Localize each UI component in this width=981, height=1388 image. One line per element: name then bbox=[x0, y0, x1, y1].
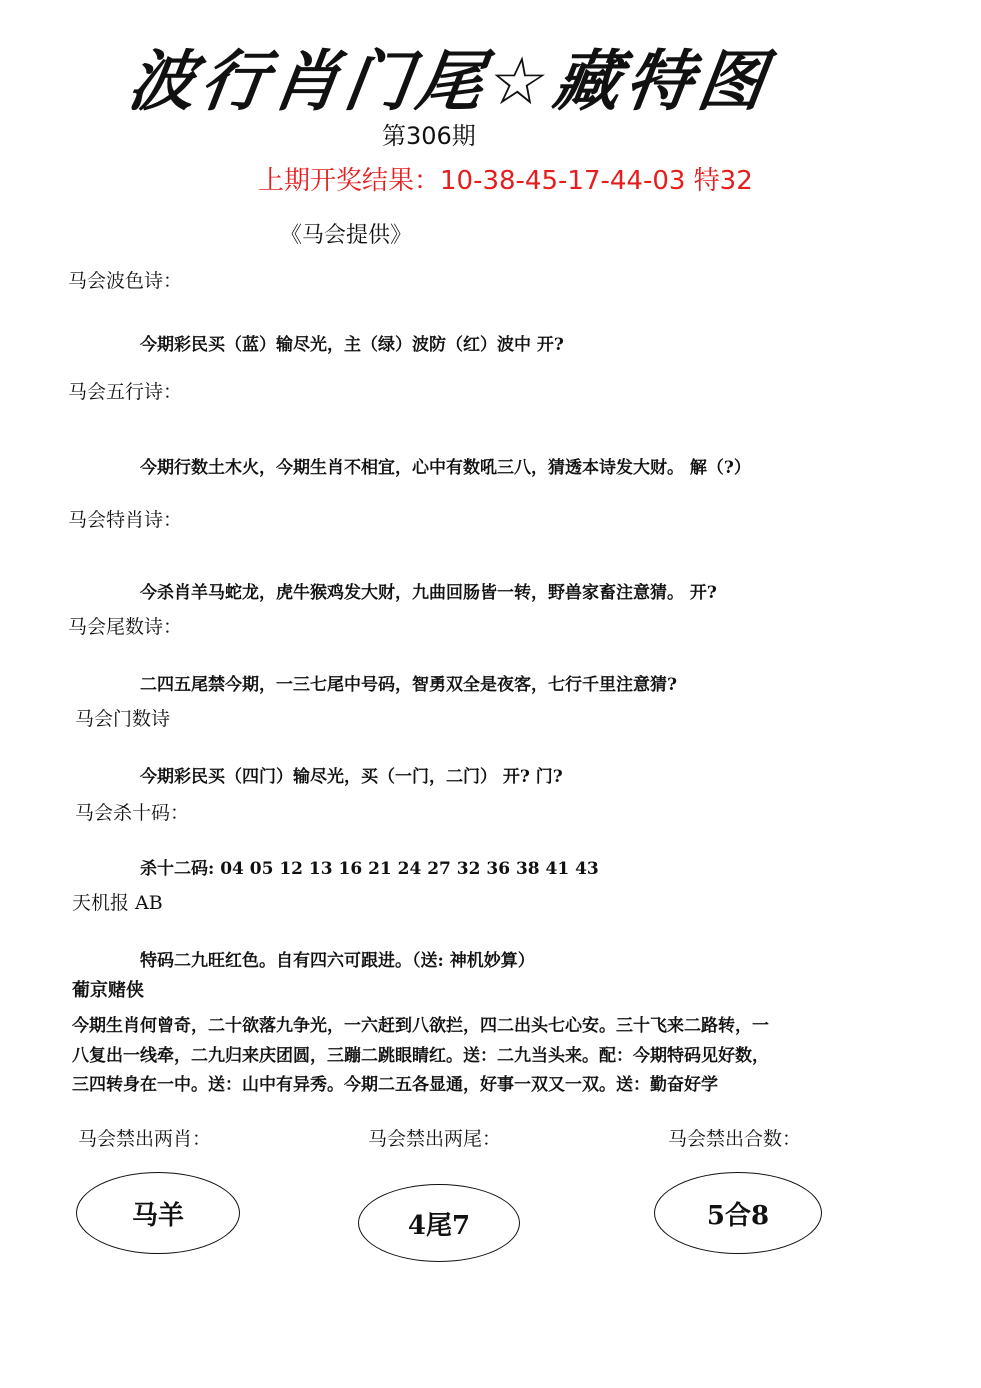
ban-tail-value: 4尾7 bbox=[407, 1210, 471, 1241]
door-poem-heading: 马会门数诗 bbox=[75, 708, 171, 730]
provider-label: 《马会提供》 bbox=[280, 223, 413, 248]
pujing-line-3: 三四转身在一中。送：山中有异秀。今期二五各显通，好事一双又一双。送：勤奋好学 bbox=[72, 1075, 718, 1095]
tianji-text: 特码二九旺红色。自有四六可跟进。（送: 神机妙算） bbox=[140, 951, 535, 971]
zodiac-poem-text: 今杀肖羊马蛇龙，虎牛猴鸡发大财，九曲回肠皆一转，野兽家畜注意猜。 开? bbox=[140, 583, 717, 603]
five-elements-poem-text: 今期行数土木火，今期生肖不相宜，心中有数吼三八，猜透本诗发大财。 解（?） bbox=[140, 458, 751, 478]
pujing-heading: 葡京赌侠 bbox=[72, 980, 144, 1001]
issue-number: 第306期 bbox=[382, 122, 476, 150]
ban-tail-label: 马会禁出两尾： bbox=[368, 1128, 502, 1150]
tail-poem-text: 二四五尾禁今期，一三七尾中号码，智勇双全是夜客，七行千里注意猜? bbox=[140, 675, 677, 695]
kill-numbers-heading: 马会杀十码： bbox=[75, 802, 190, 824]
ban-tail-oval bbox=[358, 1184, 520, 1262]
kill-numbers-text: 杀十二码: 04 05 12 13 16 21 24 27 32 36 38 41 43 bbox=[140, 859, 599, 879]
page-title: 波行肖门尾☆藏特图 bbox=[123, 43, 776, 120]
pujing-line-2: 八复出一线牵，二九归来庆团圆，三蹦二跳眼睛红。送：二九当头来。配：今期特码见好数， bbox=[72, 1046, 769, 1066]
five-elements-poem-heading: 马会五行诗： bbox=[68, 381, 183, 403]
door-poem-text: 今期彩民买（四门）输尽光，买（一门，二门） 开? 门? bbox=[140, 767, 563, 787]
ban-zodiac-oval bbox=[76, 1172, 240, 1254]
tail-poem-heading: 马会尾数诗： bbox=[68, 616, 183, 638]
ban-sum-oval bbox=[654, 1172, 822, 1254]
ban-sum-label: 马会禁出合数： bbox=[668, 1128, 802, 1150]
wave-poem-heading: 马会波色诗： bbox=[68, 270, 183, 292]
tianji-heading: 天机报 AB bbox=[72, 892, 163, 914]
ban-zodiac-label: 马会禁出两肖： bbox=[78, 1128, 212, 1150]
last-draw-result: 上期开奖结果：10-38-45-17-44-03 特32 bbox=[258, 166, 753, 196]
pujing-line-1: 今期生肖何曾奇，二十欲落九争光，一六赶到八欲拦，四二出头七心安。三十飞来二路转，一 bbox=[72, 1016, 769, 1036]
ban-zodiac-value: 马羊 bbox=[131, 1200, 184, 1231]
wave-poem-text: 今期彩民买（蓝）输尽光，主（绿）波防（红）波中 开? bbox=[140, 335, 564, 355]
zodiac-poem-heading: 马会特肖诗： bbox=[68, 509, 183, 531]
ban-sum-value: 5合8 bbox=[706, 1200, 770, 1231]
